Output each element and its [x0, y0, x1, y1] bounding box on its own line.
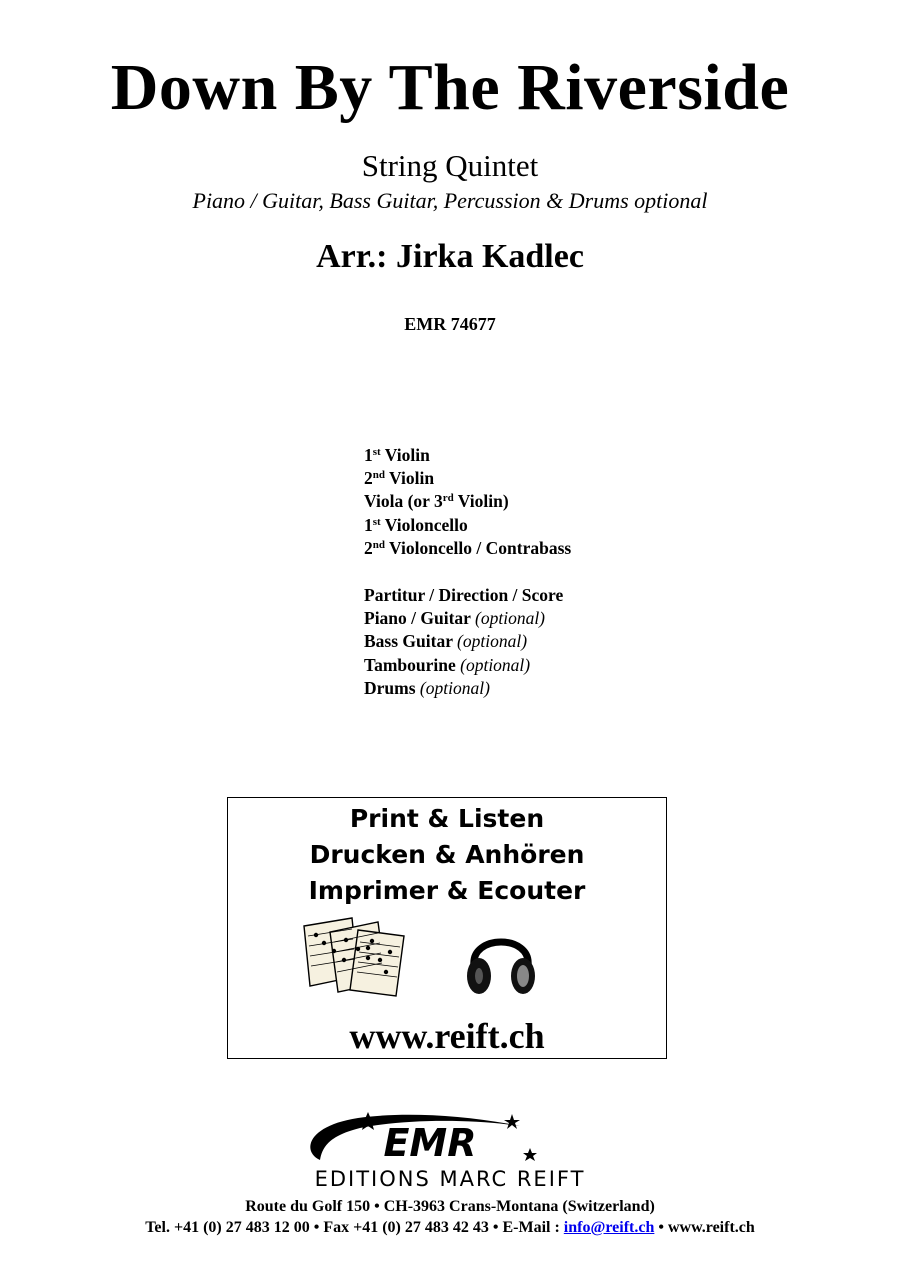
promo-line-english: Print & Listen: [349, 804, 545, 833]
part-bass-guitar: Bass Guitar (optional): [364, 631, 528, 652]
part-violin-1: 1st Violin: [364, 445, 430, 465]
part-piano: Piano / Guitar (optional): [364, 608, 546, 629]
part-violin-2: 2nd Violin: [364, 468, 435, 489]
part-drums: Drums (optional): [364, 677, 490, 698]
parts-list: [364, 444, 571, 700]
part-score: Partitur / Direction / Score: [364, 585, 564, 606]
publisher-name: EDITIONS MARC REIFT: [314, 1167, 586, 1191]
promo-website[interactable]: www.reift.ch: [349, 1016, 545, 1056]
part-viola: Viola (or 3rd Violin): [364, 491, 509, 512]
sheet-music-icon: [300, 916, 412, 998]
email-link[interactable]: info@reift.ch: [563, 1219, 655, 1236]
logo-text: EMR: [383, 1121, 477, 1165]
subtitle: String Quintet: [361, 148, 539, 183]
headphones-icon: [464, 920, 538, 998]
arranger: Arr.: Jirka Kadlec: [316, 238, 584, 275]
part-violoncello-1: 1st Violoncello: [364, 514, 468, 535]
promo-line-french: Imprimer & Ecouter: [308, 876, 586, 905]
page-title: Down By The Riverside: [110, 51, 790, 124]
promo-line-german: Drucken & Anhören: [309, 840, 585, 869]
instrumentation-note: Piano / Guitar, Bass Guitar, Percussion & Drums optional: [192, 188, 708, 213]
part-tambourine: Tambourine (optional): [364, 654, 531, 675]
print-and-listen-box: [227, 797, 667, 1059]
emr-logo: [250, 1108, 550, 1166]
publisher-address: Route du Golf 150 • CH-3963 Crans-Montana (Switzerland): [245, 1198, 655, 1215]
catalog-number: EMR 74677: [404, 314, 496, 334]
publisher-contact: Tel. +41 (0) 27 483 12 00 • Fax +41 (0) 27 483 42 43 • E-Mail : info@reift.ch • www.reift.ch: [145, 1219, 755, 1236]
part-violoncello-2: 2nd Violoncello / Contrabass: [364, 537, 572, 558]
